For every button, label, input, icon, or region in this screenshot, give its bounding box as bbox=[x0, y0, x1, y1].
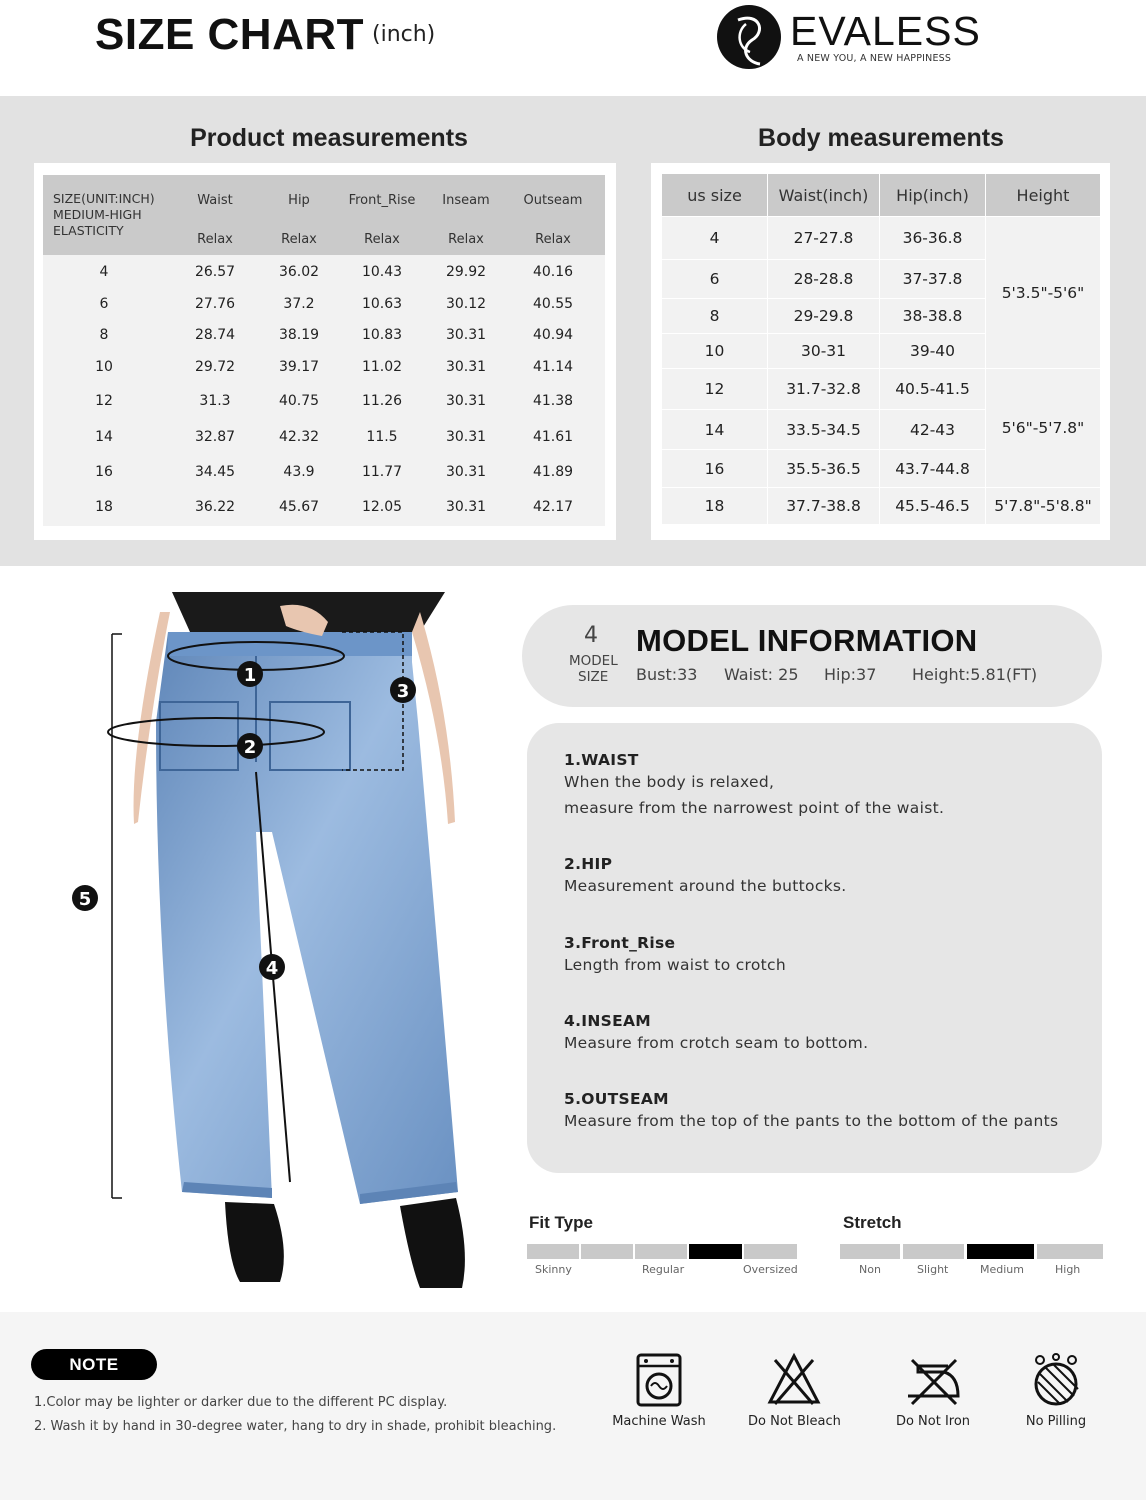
do-not-bleach-icon bbox=[767, 1352, 821, 1408]
product-cell: 36.02 bbox=[265, 255, 333, 288]
body-cell: 12 bbox=[662, 369, 768, 410]
product-cell: 30.31 bbox=[431, 488, 501, 526]
product-cell: 10.63 bbox=[333, 288, 431, 319]
product-cell: 11.5 bbox=[333, 418, 431, 456]
marker-2 bbox=[237, 733, 263, 759]
body-cell: 28-28.8 bbox=[768, 260, 880, 299]
footer bbox=[0, 1312, 1146, 1500]
guide-hip: 2.HIP Measurement around the buttocks. bbox=[564, 855, 847, 895]
fit-type-segment-2 bbox=[581, 1244, 633, 1259]
measurement-band bbox=[0, 96, 1146, 566]
brand-name: EVALESS bbox=[790, 8, 981, 54]
body-cell: 31.7-32.8 bbox=[768, 369, 880, 410]
product-cell: 10.83 bbox=[333, 319, 431, 350]
product-cell: 41.61 bbox=[501, 418, 605, 456]
height-column-header: Height bbox=[986, 174, 1101, 217]
product-row-size-16 bbox=[43, 456, 605, 488]
body-measurements-card bbox=[651, 163, 1110, 540]
body-cell: 45.5-46.5 bbox=[880, 488, 986, 525]
stretch-label-medium: Medium bbox=[980, 1263, 1024, 1276]
product-cell: 42.32 bbox=[265, 418, 333, 456]
note-badge: NOTE bbox=[31, 1349, 157, 1380]
fit-type-segment-3 bbox=[635, 1244, 687, 1259]
guide-inseam: 4.INSEAM Measure from crotch seam to bottom. bbox=[564, 1012, 869, 1052]
product-cell: 14 bbox=[43, 418, 165, 456]
model-height: Height:5.81(FT) bbox=[912, 665, 1038, 684]
svg-text:1: 1 bbox=[243, 665, 257, 686]
product-cell: 41.14 bbox=[501, 350, 605, 384]
product-cell: 30.31 bbox=[431, 384, 501, 418]
height-range-cell: 5'3.5"-5'6" bbox=[986, 217, 1101, 369]
product-cell: 41.89 bbox=[501, 456, 605, 488]
product-cell: 12 bbox=[43, 384, 165, 418]
product-cell: 29.72 bbox=[165, 350, 265, 384]
marker-1 bbox=[237, 661, 263, 687]
fit-type-segment-4-selected bbox=[689, 1244, 742, 1259]
product-cell: 27.76 bbox=[165, 288, 265, 319]
product-cell: 30.31 bbox=[431, 456, 501, 488]
fit-type-title: Fit Type bbox=[529, 1213, 593, 1232]
svg-text:3: 3 bbox=[396, 681, 410, 702]
body-cell: 14 bbox=[662, 410, 768, 450]
note-line-1: 1.Color may be lighter or darker due to the different PC display. bbox=[34, 1395, 448, 1410]
fit-type-label-regular: Regular bbox=[642, 1263, 685, 1276]
svg-text:4: 4 bbox=[265, 958, 279, 979]
body-cell: 4 bbox=[662, 217, 768, 260]
machine-wash-icon bbox=[635, 1352, 683, 1408]
measure-guide-panel bbox=[527, 723, 1102, 1173]
size-column-header bbox=[43, 175, 165, 255]
product-measurements-rows bbox=[43, 255, 605, 526]
body-row-size-18 bbox=[662, 488, 1101, 525]
product-cell: 45.67 bbox=[265, 488, 333, 526]
product-cell: 30.31 bbox=[431, 319, 501, 350]
product-cell: 28.74 bbox=[165, 319, 265, 350]
stretch-label-non: Non bbox=[859, 1263, 881, 1276]
stretch-segment-4 bbox=[1037, 1244, 1103, 1259]
care-do-not-bleach: Do Not Bleach bbox=[748, 1352, 840, 1429]
body-measurements-table bbox=[661, 173, 1101, 525]
stretch-segment-1 bbox=[840, 1244, 900, 1259]
note-line-2: 2. Wash it by hand in 30-degree water, hang to dry in shade, prohibit bleaching. bbox=[34, 1419, 557, 1434]
product-cell: 31.3 bbox=[165, 384, 265, 418]
body-cell: 36-36.8 bbox=[880, 217, 986, 260]
jeans-measurement-diagram bbox=[60, 592, 480, 1292]
product-cell: 12.05 bbox=[333, 488, 431, 526]
guide-outseam: 5.OUTSEAM Measure from the top of the pants to the bottom of the pants bbox=[564, 1090, 1059, 1130]
model-size-label: MODEL bbox=[569, 653, 618, 669]
title-unit: (inch) bbox=[372, 22, 436, 47]
product-cell: 42.17 bbox=[501, 488, 605, 526]
product-row-size-8 bbox=[43, 319, 605, 350]
model-waist: Waist: 25 bbox=[724, 665, 799, 684]
body-cell: 8 bbox=[662, 299, 768, 334]
body-cell: 18 bbox=[662, 488, 768, 525]
product-cell: 32.87 bbox=[165, 418, 265, 456]
product-cell: 16 bbox=[43, 456, 165, 488]
front-rise-column-header: Front_Rise Relax bbox=[333, 175, 431, 255]
stretch-title: Stretch bbox=[843, 1213, 902, 1232]
model-information-panel bbox=[522, 605, 1102, 707]
body-cell: 6 bbox=[662, 260, 768, 299]
model-information-title: MODEL INFORMATION bbox=[636, 623, 978, 658]
outseam-column-header: Outseam Relax bbox=[501, 175, 605, 255]
body-cell: 38-38.8 bbox=[880, 299, 986, 334]
model-size-number: 4 bbox=[584, 623, 598, 648]
header bbox=[0, 0, 1146, 96]
product-cell: 11.77 bbox=[333, 456, 431, 488]
marker-3 bbox=[390, 677, 416, 703]
fit-type-label-skinny: Skinny bbox=[535, 1263, 572, 1276]
product-cell: 34.45 bbox=[165, 456, 265, 488]
product-cell: 43.9 bbox=[265, 456, 333, 488]
product-cell: 40.16 bbox=[501, 255, 605, 288]
model-size-label-2: SIZE bbox=[578, 669, 609, 685]
product-cell: 40.55 bbox=[501, 288, 605, 319]
product-cell: 10 bbox=[43, 350, 165, 384]
product-row-size-4 bbox=[43, 255, 605, 288]
size-header-line-3: ELASTICITY bbox=[53, 223, 124, 238]
product-cell: 39.17 bbox=[265, 350, 333, 384]
hip-column-header: Hip Relax bbox=[265, 175, 333, 255]
stretch-label-slight: Slight bbox=[917, 1263, 949, 1276]
stretch-segment-3-selected bbox=[967, 1244, 1034, 1259]
product-cell: 41.38 bbox=[501, 384, 605, 418]
product-measurements-heading: Product measurements bbox=[190, 124, 468, 152]
product-row-size-10 bbox=[43, 350, 605, 384]
product-cell: 18 bbox=[43, 488, 165, 526]
product-cell: 38.19 bbox=[265, 319, 333, 350]
body-cell: 35.5-36.5 bbox=[768, 450, 880, 488]
body-cell: 40.5-41.5 bbox=[880, 369, 986, 410]
stretch-segment-2 bbox=[903, 1244, 964, 1259]
fit-type-segment-1 bbox=[527, 1244, 579, 1259]
body-measurements-rows bbox=[662, 217, 1101, 525]
product-row-size-14 bbox=[43, 418, 605, 456]
product-cell: 8 bbox=[43, 319, 165, 350]
body-cell: 43.7-44.8 bbox=[880, 450, 986, 488]
marker-4 bbox=[259, 954, 285, 980]
marker-5 bbox=[72, 885, 98, 911]
body-row-size-4 bbox=[662, 217, 1101, 260]
product-cell: 36.22 bbox=[165, 488, 265, 526]
svg-text:2: 2 bbox=[243, 737, 257, 758]
body-cell: 27-27.8 bbox=[768, 217, 880, 260]
do-not-iron-icon bbox=[904, 1352, 962, 1408]
product-cell: 40.94 bbox=[501, 319, 605, 350]
body-cell: 33.5-34.5 bbox=[768, 410, 880, 450]
us-size-column-header: us size bbox=[662, 174, 768, 217]
body-measurements-heading: Body measurements bbox=[758, 124, 1004, 152]
no-pilling-icon bbox=[1028, 1352, 1084, 1408]
brand-tagline: A NEW YOU, A NEW HAPPINESS bbox=[797, 53, 952, 64]
body-cell: 39-40 bbox=[880, 334, 986, 369]
guide-front-rise: 3.Front_Rise Length from waist to crotch bbox=[564, 934, 786, 974]
waist-inch-column-header: Waist(inch) bbox=[768, 174, 880, 217]
inseam-column-header: Inseam Relax bbox=[431, 175, 501, 255]
hip-inch-column-header: Hip(inch) bbox=[880, 174, 986, 217]
model-bust: Bust:33 bbox=[636, 665, 698, 684]
size-header-line-2: MEDIUM-HIGH bbox=[53, 207, 142, 222]
care-no-pilling: No Pilling bbox=[1020, 1352, 1092, 1429]
product-cell: 26.57 bbox=[165, 255, 265, 288]
product-measurements-table bbox=[43, 175, 605, 526]
svg-text:5: 5 bbox=[78, 889, 92, 910]
body-cell: 16 bbox=[662, 450, 768, 488]
waist-column-header: Waist Relax bbox=[165, 175, 265, 255]
page-title: SIZE CHART bbox=[95, 10, 364, 59]
body-cell: 42-43 bbox=[880, 410, 986, 450]
product-row-size-12 bbox=[43, 384, 605, 418]
product-cell: 30.31 bbox=[431, 418, 501, 456]
height-range-cell: 5'7.8"-5'8.8" bbox=[986, 488, 1101, 525]
product-cell: 11.02 bbox=[333, 350, 431, 384]
fit-type-segment-5 bbox=[744, 1244, 797, 1259]
product-cell: 4 bbox=[43, 255, 165, 288]
product-cell: 30.31 bbox=[431, 350, 501, 384]
product-cell: 10.43 bbox=[333, 255, 431, 288]
product-cell: 37.2 bbox=[265, 288, 333, 319]
body-row-size-12 bbox=[662, 369, 1101, 410]
fit-type-label-oversized: Oversized bbox=[743, 1263, 798, 1276]
size-header-line-1: SIZE(UNIT:INCH) bbox=[53, 191, 155, 206]
brand-logo-icon bbox=[716, 2, 782, 72]
product-row-size-6 bbox=[43, 288, 605, 319]
product-row-size-18 bbox=[43, 488, 605, 526]
model-hip: Hip:37 bbox=[824, 665, 877, 684]
body-cell: 37.7-38.8 bbox=[768, 488, 880, 525]
body-cell: 37-37.8 bbox=[880, 260, 986, 299]
product-cell: 29.92 bbox=[431, 255, 501, 288]
care-machine-wash: Machine Wash bbox=[612, 1352, 706, 1429]
body-cell: 29-29.8 bbox=[768, 299, 880, 334]
product-measurements-card bbox=[34, 163, 616, 540]
guide-waist: 1.WAIST When the body is relaxed, measure from the narrowest point of the waist. bbox=[564, 751, 945, 817]
body-cell: 10 bbox=[662, 334, 768, 369]
product-cell: 11.26 bbox=[333, 384, 431, 418]
care-do-not-iron: Do Not Iron bbox=[893, 1352, 973, 1429]
product-cell: 40.75 bbox=[265, 384, 333, 418]
height-range-cell: 5'6"-5'7.8" bbox=[986, 369, 1101, 488]
stretch-label-high: High bbox=[1055, 1263, 1081, 1276]
product-cell: 6 bbox=[43, 288, 165, 319]
product-cell: 30.12 bbox=[431, 288, 501, 319]
body-cell: 30-31 bbox=[768, 334, 880, 369]
